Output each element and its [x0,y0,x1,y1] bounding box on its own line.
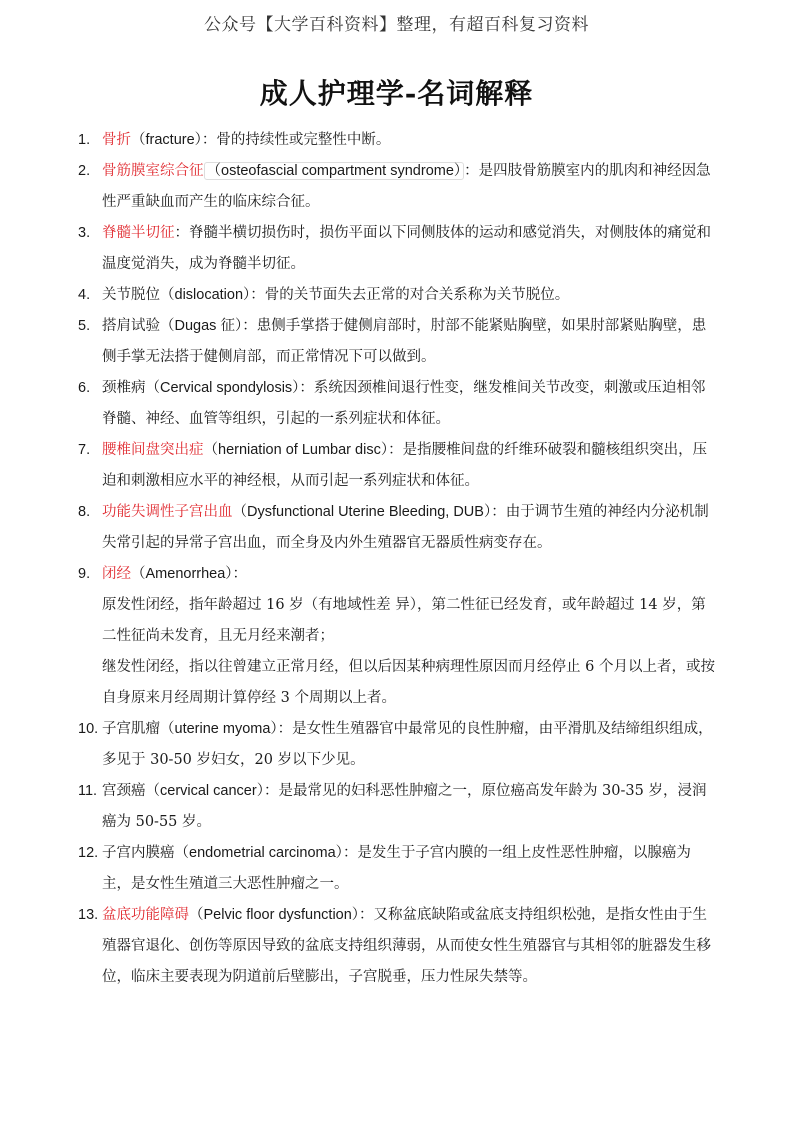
entry-term: 闭经 [102,566,131,582]
entry-definition: ：是发生于子宫内膜的一组上皮性恶性肿瘤，以腺癌为主，是女性生殖道三大恶性肿瘤之一。 [102,845,691,892]
entry-english: （uterine myoma） [160,721,278,737]
entry-paragraph-primary: 原发性闭经，指年龄超过 16 岁（有地域性差 异），第二性征已经发育，或年龄超过 14 岁，第二性征尚未发育，且无月经来潮者； [102,597,706,644]
entry-english: （endometrial carcinoma） [174,845,343,861]
entry-definition: ：骨的关节面失去正常的对合关系称为关节脱位。 [250,287,570,303]
entry-term: 关节脱位 [102,287,160,303]
entry-english: （herniation of Lumbar disc） [203,442,389,458]
entry-definition: ：脊髓半横切损伤时，损伤平面以下同侧肢体的运动和感觉消失，对侧肢体的痛觉和温度觉消失，成为脊髓半切征。 [102,225,711,272]
entry-7 [78,435,718,497]
entry-definition: ： [232,566,248,582]
entry-10 [78,714,718,776]
entry-term: 骨筋膜室综合征 [102,163,204,179]
entry-number: 10. [78,721,99,737]
entry-4 [78,280,718,311]
entry-number: 6. [78,380,91,396]
entry-number: 13. [78,907,99,923]
entry-12 [78,838,718,900]
entry-number: 2. [78,163,91,179]
entry-term: 子宫肌瘤 [102,721,160,737]
header-note: 公众号【大学百科资料】整理，有超百科复习资料 [204,15,589,35]
entry-6 [78,373,718,435]
entry-english: （cervical cancer） [145,783,264,799]
entry-number: 7. [78,442,91,458]
entry-number: 3. [78,225,91,241]
entry-number: 12. [78,845,99,861]
entry-term: 脊髓半切征 [102,225,175,241]
entry-list [78,125,718,993]
entry-number: 5. [78,318,91,334]
entry-definition: ：患侧手掌搭于健侧肩部时，肘部不能紧贴胸壁，如果肘部紧贴胸壁，患侧手掌无法搭于健侧肩部，而正常情况下可以做到。 [102,318,707,365]
entry-english: （Dysfunctional Uterine Bleeding, DUB） [232,504,492,520]
entry-9 [78,559,718,714]
entry-definition: ：是四肢骨筋膜室内的肌肉和神经因急性严重缺血而产生的临床综合征。 [102,163,711,210]
entry-english: （dislocation） [160,287,251,303]
entry-term: 骨折 [102,132,131,148]
entry-2 [78,156,718,218]
entry-paragraph-secondary: 继发性闭经，指以往曾建立正常月经，但以后因某种病理性原因而月经停止 6 个月以上者，或按自身原来月经周期计算停经 3 个周期以上者。 [102,659,715,706]
entry-term: 腰椎间盘突出症 [102,442,204,458]
entry-english: （Pelvic floor dysfunction） [189,907,360,923]
entry-number: 9. [78,566,91,582]
entry-number: 8. [78,504,91,520]
entry-term: 宫颈癌 [102,783,146,799]
entry-number: 4. [78,287,91,303]
entry-definition: ：是最常见的妇科恶性肿瘤之一，原位癌高发年龄为 30-35 岁，浸润癌为 50-55 岁。 [102,783,707,830]
entry-term: 颈椎病 [102,380,146,396]
entry-english: （fracture） [131,132,202,148]
entry-5 [78,311,718,373]
entry-definition: ：又称盆底缺陷或盆底支持组织松弛，是指女性由于生殖器官退化、创伤等原因导致的盆底支持组织薄弱，从而使女性生殖器官与其相邻的脏器发生移位，临床主要表现为阴道前后壁膨出，子宫脱垂，压力性尿失禁等。 [102,907,711,985]
entry-term: 子宫内膜癌 [102,845,175,861]
entry-definition: ：由于调节生殖的神经内分泌机制失常引起的异常子宫出血，而全身及内外生殖器官无器质性病变存在。 [102,504,709,551]
entry-number: 11. [78,783,98,799]
entry-english: （Amenorrhea） [131,566,233,582]
entry-term: 功能失调性子宫出血 [102,504,233,520]
entry-english: （Cervical spondylosis） [145,380,300,396]
entry-3 [78,218,718,280]
entry-term: 盆底功能障碍 [102,907,189,923]
entry-11 [78,776,718,838]
entry-definition: ：骨的持续性或完整性中断。 [201,132,391,148]
entry-definition: ：是指腰椎间盘的纤维环破裂和髓核组织突出，压迫和刺激相应水平的神经根，从而引起一系列症状和体征。 [102,442,708,489]
entry-1 [78,125,718,156]
entry-13 [78,900,718,993]
entry-term: 搭肩试验 [102,318,160,334]
entry-number: 1. [78,132,91,148]
entry-english: （osteofascial compartment syndrome） [204,162,465,180]
entry-definition: ：是女性生殖器官中最常见的良性肿瘤，由平滑肌及结缔组织组成，多见于 30-50 岁妇女，20 岁以下少见。 [102,721,713,768]
entry-definition: ：系统因颈椎间退行性变，继发椎间关节改变，刺激或压迫相邻脊髓、神经、血管等组织，引起的一系列症状和体征。 [102,380,706,427]
page-title: 成人护理学-名词解释 [259,77,534,110]
entry-english: （Dugas 征） [160,318,243,334]
entry-8 [78,497,718,559]
